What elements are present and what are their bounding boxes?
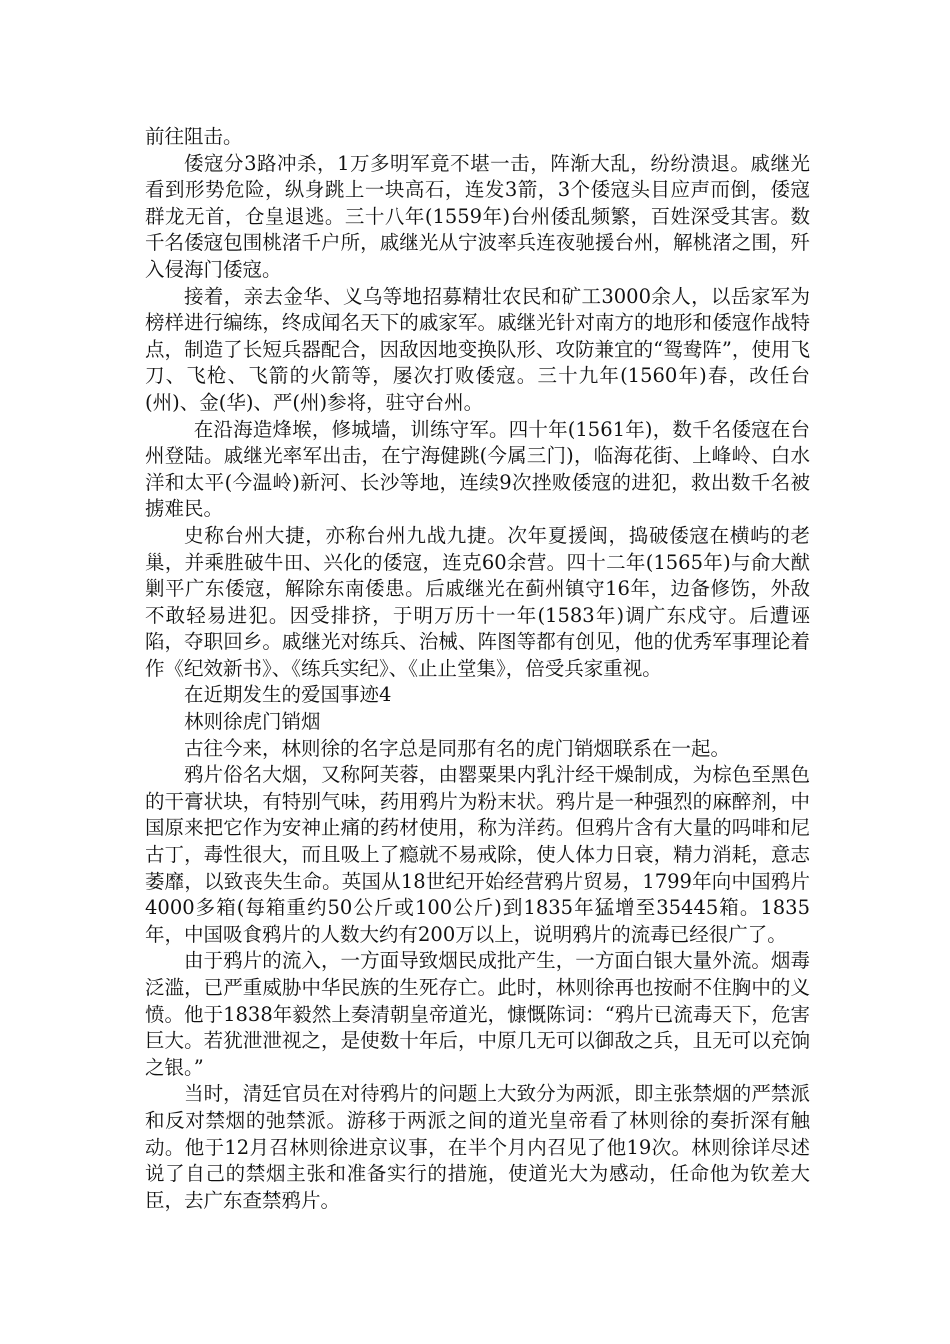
- document-body: [145, 124, 810, 1214]
- paragraph-continuation: 前往阻击。: [145, 125, 243, 148]
- paragraph-court-factions: 当时，清廷官员在对待鸦片的问题上大致分为两派，即主张禁烟的严禁派和反对禁烟的弛禁派。游移于两派之间的道光皇帝看了林则徐的奏折深有触动。他于12月召林则徐进京议事，在半个月内召见了他19次。林则徐详尽述说了自己的禁烟主张和准备实行的措施，使道光大为感动，任命他为钦差大臣，去广东查禁鸦片。: [145, 1082, 810, 1212]
- paragraph-qi-army: 接着，亲去金华、义乌等地招募精壮农民和矿工3000余人，以岳家军为榜样进行编练，终成闻名天下的戚家军。戚继光针对南方的地形和倭寇作战特点，制造了长短兵器配合，因敌因地变换队形、攻防兼宜的“鸳鸯阵”，使用飞刀、飞枪、飞箭的火箭等，屡次打败倭寇。三十九年(1560年)春，改任台(州)、金(华)、严(州)参将，驻守台州。: [145, 284, 810, 414]
- section-title: 林则徐虎门销烟: [184, 710, 321, 734]
- paragraph-coastal-defense: 在沿海造烽堠，修城墙，训练守军。四十年(1561年)，数千名倭寇在台州登陆。戚继光率军出击，在宁海健跳(今属三门)，临海花街、上峰岭、白水洋和太平(今温岭)新河、长沙等地，连续9次挫败倭寇的进犯，救出数千名被掳难民。: [145, 417, 810, 521]
- paragraph-wokou-attack: 倭寇分3路冲杀，1万多明军竟不堪一击，阵渐大乱，纷纷溃退。戚继光看到形势危险，纵身跳上一块高石，连发3箭，3个倭寇头目应声而倒，倭寇群龙无首，仓皇退逃。三十八年(1559年)台州倭乱频繁，百姓深受其害。数千名倭寇包围桃渚千户所，戚继光从宁波率兵连夜驰援台州，解桃渚之围，歼入侵海门倭寇。: [145, 151, 810, 281]
- paragraph-taizhou-victory: 史称台州大捷，亦称台州九战九捷。次年夏援闽，捣破倭寇在横屿的老巢，并乘胜破牛田、兴化的倭寇，连克60余营。四十二年(1565年)与俞大猷剿平广东倭寇，解除东南倭患。后戚继光在蓟州镇守16年，边备修饬，外敌不敢轻易进犯。因受排挤，于明万历十一年(1583年)调广东戍守。后遭诬陷，夺职回乡。戚继光对练兵、治械、阵图等都有创见，他的优秀军事理论着作《纪效新书》、《练兵实纪》、《止止堂集》，倍受兵家重视。: [145, 523, 810, 680]
- paragraph-opium-impact: 由于鸦片的流入，一方面导致烟民成批产生，一方面白银大量外流。烟毒泛滥，已严重威胁中华民族的生死存亡。此时，林则徐再也按耐不住胸中的义愤。他于1838年毅然上奏清朝皇帝道光，慷慨陈词：“鸦片已流毒天下，危害巨大。若犹泄泄视之，是使数十年后，中原几无可以御敌之兵，且无可以充饷之银。”: [145, 949, 810, 1079]
- section-heading: 在近期发生的爱国事迹4: [184, 683, 392, 707]
- paragraph-opium: 鸦片俗名大烟，又称阿芙蓉，由罂粟果内乳汁经干燥制成，为棕色至黑色的干膏状块，有特别气味，药用鸦片为粉末状。鸦片是一种强烈的麻醉剂，中国原来把它作为安神止痛的药材使用，称为洋药。但鸦片含有大量的吗啡和尼古丁，毒性很大，而且吸上了瘾就不易戒除，使人体力日衰，精力消耗，意志萎靡，以致丧失生命。英国从18世纪开始经营鸦片贸易，1799年向中国鸦片4000多箱(每箱重约50公斤或100公斤)到1835年猛增至35445箱。1835年，中国吸食鸦片的人数大约有200万以上，说明鸦片的流毒已经很广了。: [145, 763, 810, 946]
- paragraph-lin-intro: 古往今来，林则徐的名字总是同那有名的虎门销烟联系在一起。: [184, 736, 731, 760]
